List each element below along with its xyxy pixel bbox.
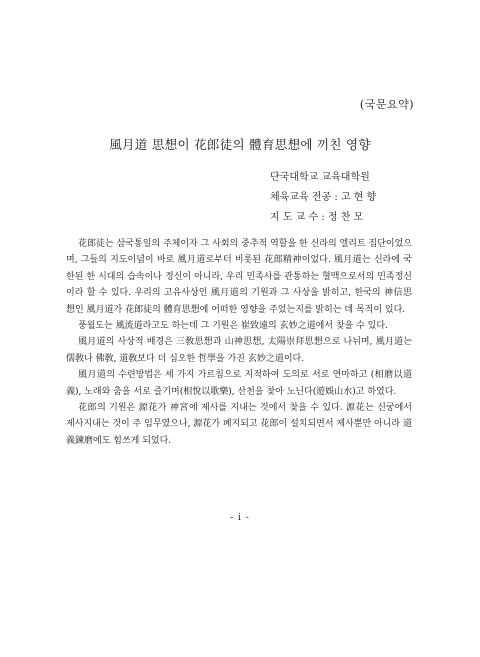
abstract-paragraph: 花郎의 기원은 源花가 神宮에 제사를 지내는 것에서 찾을 수 있다. 源花는 신궁에서 제사지내는 것이 주 임무였으나, 源花가 폐지되고 花郎이 설치되면서 제사뿐만 아니라 道義鍊磨에도 힘쓰게 되었다.: [66, 403, 412, 446]
university-line: 단국대학교 교육대학원: [270, 172, 370, 183]
abstract-paragraph: 花郎徒는 삼국통일의 주체이자 그 사회의 중추적 역할을 한 신라의 엘리트 집단이었으며, 그들의 지도이념이 바로 風月道로부터 비롯된 花郎精神이었다. 風月道는 신라에 국한된 한 시대의 습속이나 정신이 아니라, 우리 민족사를 관통하는 혈맥으로서의 민족정신이라 할 수 있다. 우리의 고유사상인 風月道의 기원과 그 사상을 밝히고, 한국의 神信思想인 風月道가 花郎徒의 體育思想에 어떠한 영향을 주었는지를 밝히는 데 목적이 있다.: [66, 239, 412, 315]
advisor-line: 지 도 교 수 : 정 찬 모: [270, 212, 364, 223]
abstract-paragraph: 風月道의 사상적 배경은 三敎思想과 山神思想, 太陽崇拜思想으로 나뉘며, 風月道는 儒敎나 佛敎, 道敎보다 더 심오한 哲學을 가진 玄妙之道이다.: [66, 337, 412, 364]
document-title: 風月道 思想이 花郎徒의 體育思想에 끼친 영향: [109, 137, 371, 152]
major-author-line: 체육교육 전공 : 고 현 향: [270, 192, 377, 203]
abstract-paragraph: 風月道의 수련방법은 세 가지 가르침으로 지적하여 도의로 서로 연마하고 (相磨以道義), 노래와 춤을 서로 즐기며(相悅以歌樂), 산천을 찾아 노닌다(遊娛山水)고 하였다.: [66, 370, 412, 397]
abstract-body: [66, 236, 412, 449]
abstract-paragraph: 풍월도는 風流道라고도 하는데 그 기원은 崔致遠의 玄妙之道에서 찾을 수 있다.: [78, 321, 388, 332]
author-block: [270, 168, 376, 228]
page-number: - i -: [230, 513, 250, 523]
document-type-label: (국문요약): [359, 98, 414, 111]
